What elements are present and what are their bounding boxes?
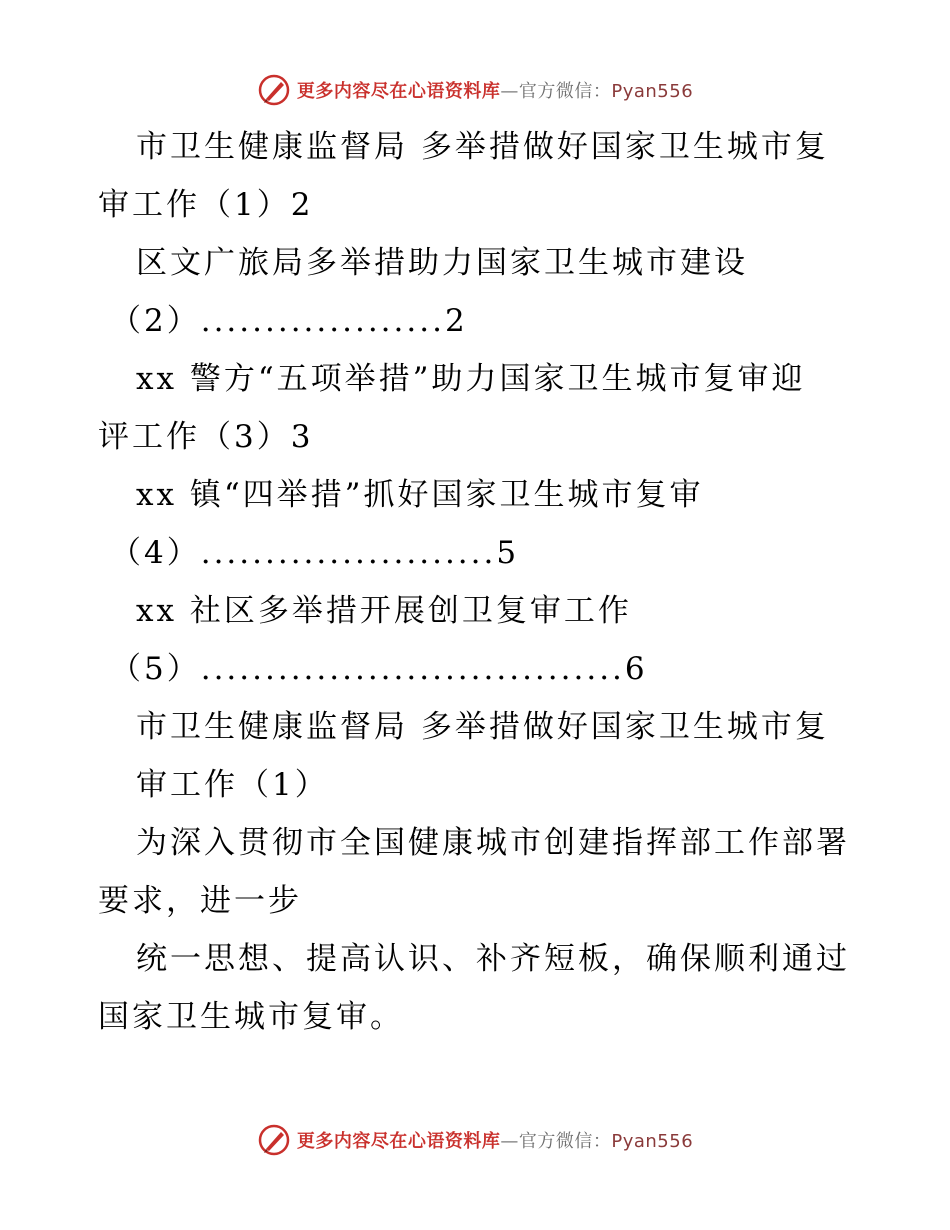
banner-wechat-id: Pyan556 — [611, 1131, 694, 1152]
quill-pen-logo-icon — [257, 73, 291, 107]
toc-entry-4-line-2: （4）.......................5 — [110, 535, 520, 571]
paragraph-line-3: 统一思想、提高认识、补齐短板，确保顺利通过 — [136, 941, 850, 977]
banner-wechat-label: 官方微信： — [518, 81, 612, 102]
toc-entry-1-line-2: 审工作（1）2 — [98, 187, 314, 223]
quill-pen-logo-icon — [257, 1123, 291, 1157]
banner-dash: — — [500, 1131, 519, 1152]
toc-entry-1-line-1: 市卫生健康监督局 多举措做好国家卫生城市复 — [136, 129, 829, 165]
section-title-line-1: 市卫生健康监督局 多举措做好国家卫生城市复 — [136, 709, 829, 745]
toc-entry-2-line-1: 区文广旅局多举措助力国家卫生城市建设 — [136, 245, 748, 281]
banner-brand: 更多内容尽在心语资料库 — [296, 1131, 501, 1152]
toc-entry-5-line-1: xx 社区多举措开展创卫复审工作 — [136, 593, 632, 629]
header-banner — [0, 70, 950, 110]
footer-banner — [0, 1120, 950, 1160]
banner-text — [297, 1127, 693, 1153]
banner-text — [297, 77, 693, 103]
paragraph-line-2: 要求，进一步 — [98, 883, 302, 919]
paragraph-line-4: 国家卫生城市复审。 — [98, 999, 404, 1035]
toc-entry-2-line-2: （2）...................2 — [110, 303, 468, 339]
toc-entry-4-line-1: xx 镇“四举措”抓好国家卫生城市复审 — [136, 477, 704, 513]
toc-entry-3-line-1: xx 警方“五项举措”助力国家卫生城市复审迎 — [136, 361, 806, 397]
banner-dash: — — [500, 81, 519, 102]
banner-wechat-id: Pyan556 — [611, 81, 694, 102]
document-body — [98, 118, 868, 1046]
banner-wechat-label: 官方微信： — [518, 1131, 612, 1152]
paragraph-line-1: 为深入贯彻市全国健康城市创建指挥部工作部署 — [136, 825, 850, 861]
section-title-line-2: 审工作（1） — [136, 767, 329, 803]
banner-brand: 更多内容尽在心语资料库 — [296, 81, 501, 102]
toc-entry-5-line-2: （5）.................................6 — [110, 651, 648, 687]
toc-entry-3-line-2: 评工作（3）3 — [98, 419, 314, 455]
